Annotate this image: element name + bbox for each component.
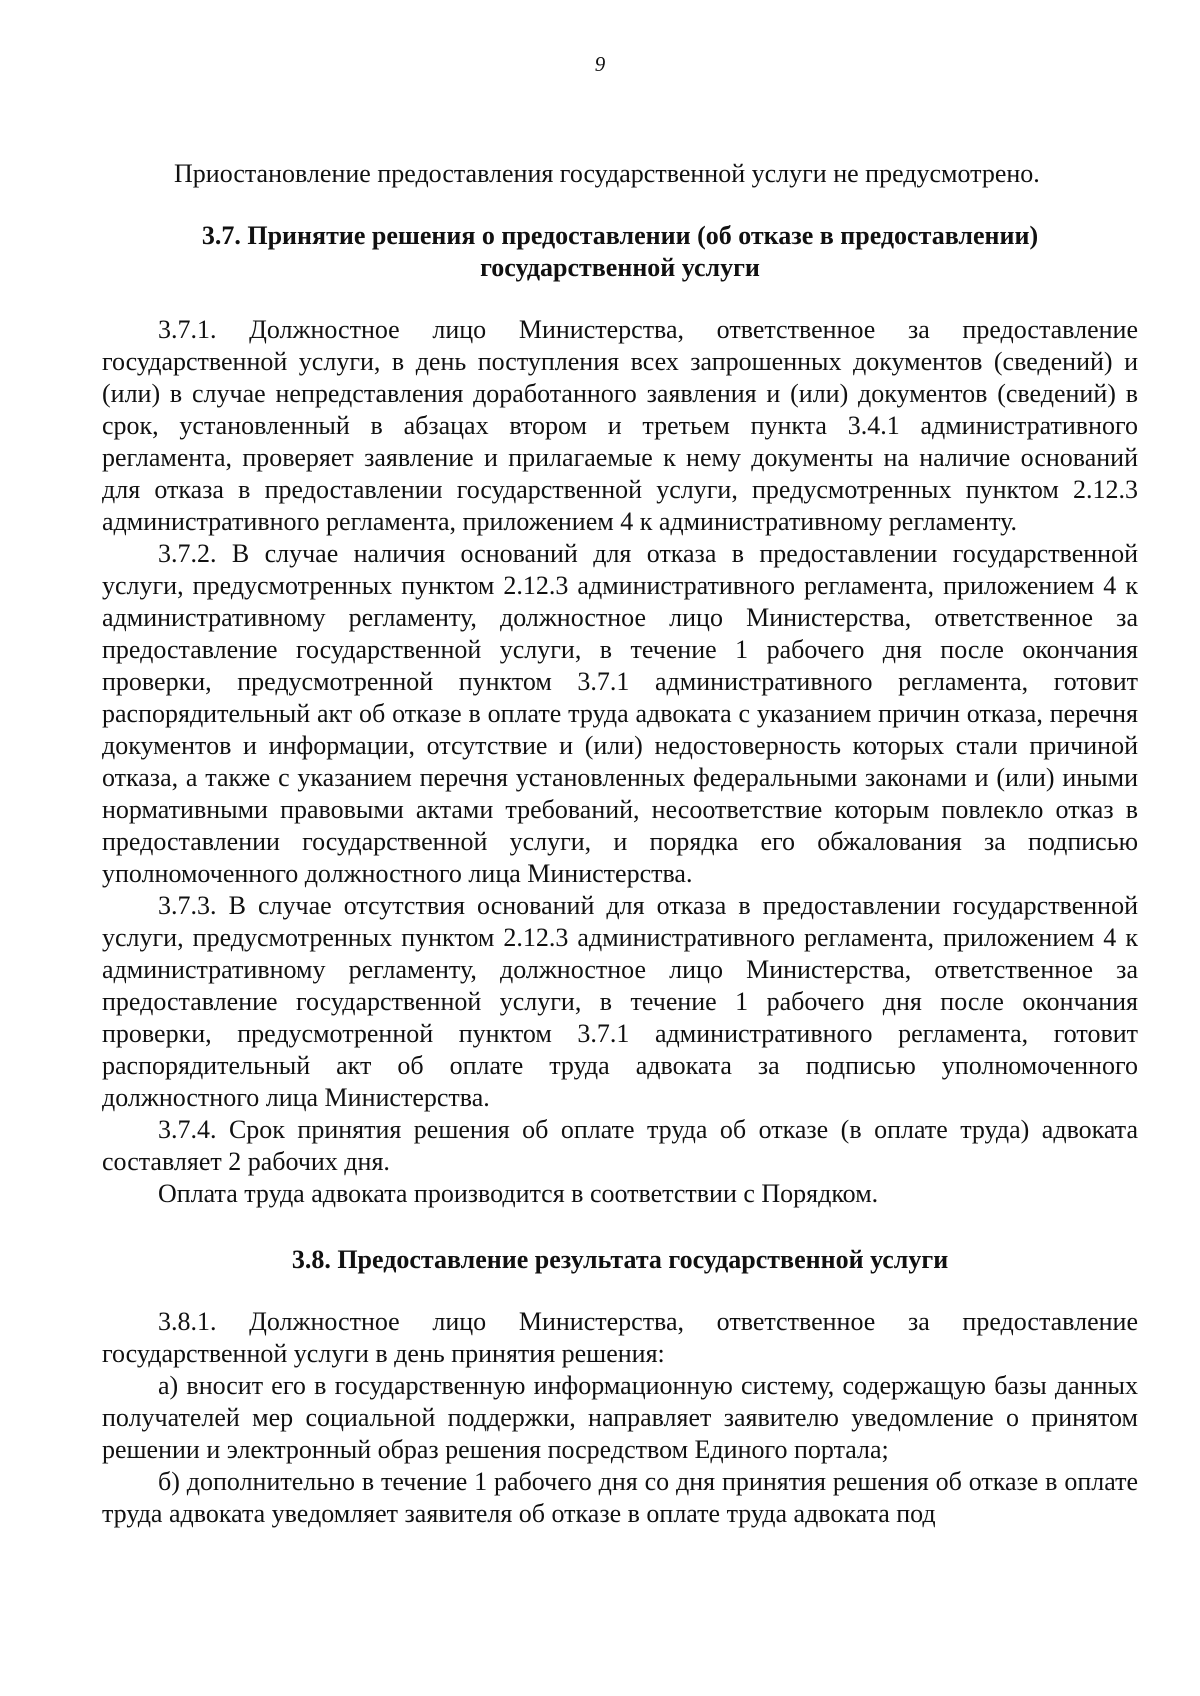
paragraph-3-8-1: 3.8.1. Должностное лицо Министерства, ответственное за предоставление государственной услуги в день принятия решения: [102, 1307, 1138, 1368]
paragraph-3-7-3: 3.7.3. В случае отсутствия оснований для отказа в предоставлении государственной услуги, предусмотренных пунктом 2.12.3 административного регламента, приложением 4 к административному регламенту, должностное лицо Министерства, ответственное за предоставление государственной услуги, в течение 1 рабочего дня после окончания проверки, предусмотренной пунктом 3.7.1 административного регламента, готовит распорядительный акт об оплате труда адвоката за подписью уполномоченного должностного лица Министерства. [102, 891, 1138, 1112]
section-3-7-heading: 3.7. Принятие решения о предоставлении (об отказе в предоставлении) государственной услуги [201, 221, 1039, 282]
section-3-8-heading: 3.8. Предоставление результата государственной услуги [291, 1245, 949, 1274]
document-body [102, 158, 1138, 1530]
paragraph-item-b: б) дополнительно в течение 1 рабочего дня со дня принятия решения об отказе в оплате труда адвоката уведомляет заявителя об отказе в оплате труда адвоката под [102, 1467, 1138, 1528]
paragraph-3-7-4: 3.7.4. Срок принятия решения об оплате труда об отказе (в оплате труда) адвоката составляет 2 рабочих дня. [102, 1115, 1138, 1176]
intro-paragraph: Приостановление предоставления государственной услуги не предусмотрено. [174, 159, 1040, 188]
page-number: 9 [594, 52, 606, 76]
paragraph-3-7-2: 3.7.2. В случае наличия оснований для отказа в предоставлении государственной услуги, предусмотренных пунктом 2.12.3 административного регламента, приложением 4 к административному регламенту, должностное лицо Министерства, ответственное за предоставление государственной услуги, в течение 1 рабочего дня после окончания проверки, предусмотренной пунктом 3.7.1 административного регламента, готовит распорядительный акт об отказе в оплате труда адвоката с указанием причин отказа, перечня документов и информации, отсутствие и (или) недостоверность которых стали причиной отказа, а также с указанием перечня установленных федеральными законами и (или) иными нормативными правовыми актами требований, несоответствие которым повлекло отказ в предоставлении государственной услуги, и порядка его обжалования за подписью уполномоченного должностного лица Министерства. [102, 539, 1138, 888]
paragraph-item-a: а) вносит его в государственную информационную систему, содержащую базы данных получателей мер социальной поддержки, направляет заявителю уведомление о принятом решении и электронный образ решения посредством Единого портала; [102, 1371, 1138, 1464]
paragraph-payment-note: Оплата труда адвоката производится в соответствии с Порядком. [158, 1179, 879, 1208]
paragraph-3-7-1: 3.7.1. Должностное лицо Министерства, ответственное за предоставление государственной услуги, в день поступления всех запрошенных документов (сведений) и (или) в случае непредставления доработанного заявления и (или) документов (сведений) в срок, установленный в абзацах втором и третьем пункта 3.4.1 административного регламента, проверяет заявление и прилагаемые к нему документы на наличие оснований для отказа в предоставлении государственной услуги, предусмотренных пунктом 2.12.3 административного регламента, приложением 4 к административному регламенту. [102, 315, 1138, 536]
